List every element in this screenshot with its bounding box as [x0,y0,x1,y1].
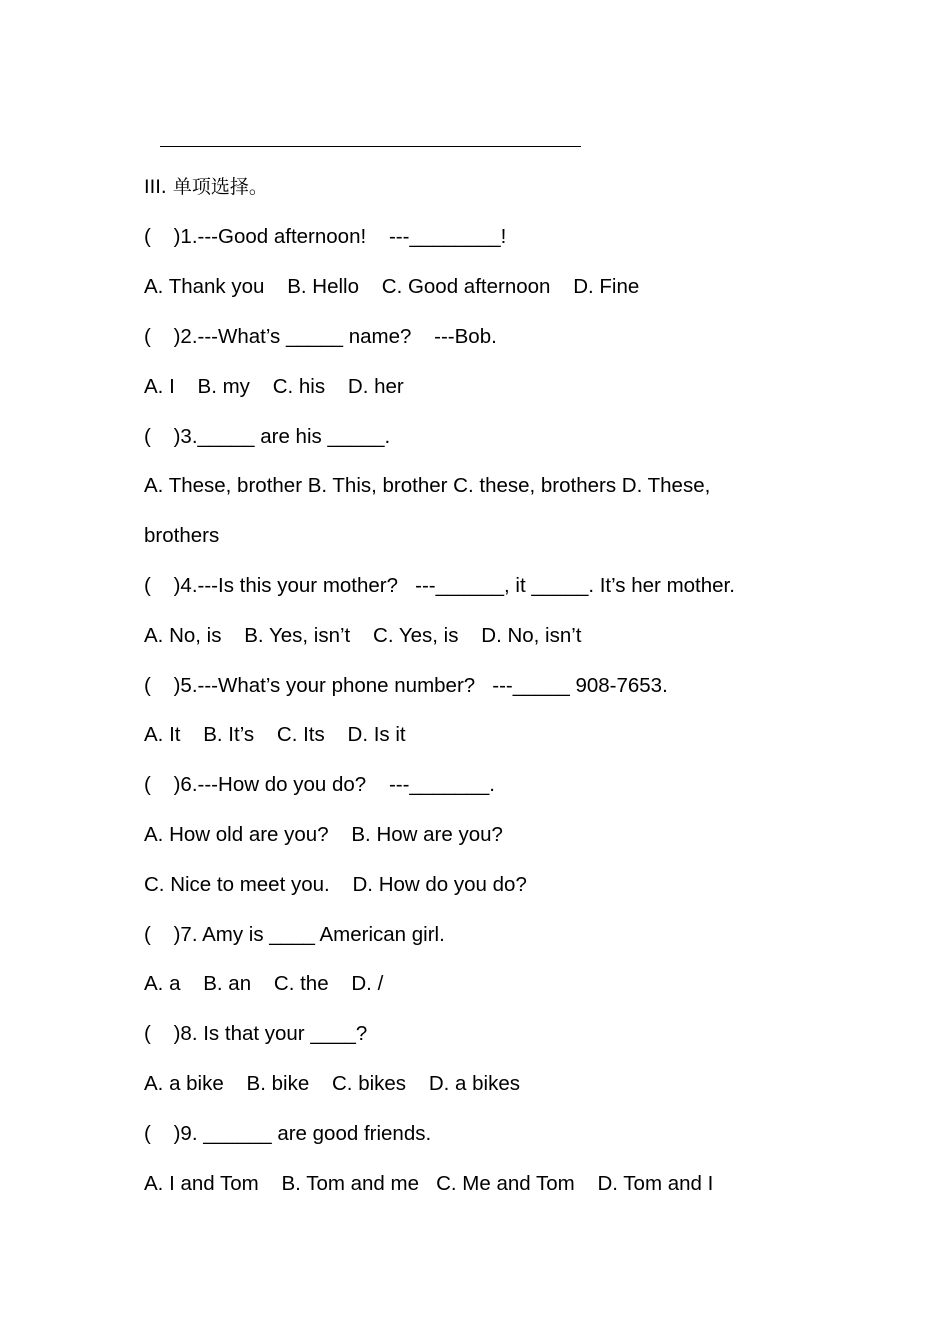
question-1: ( )1.---Good afternoon! ---________! [144,225,507,248]
options-9: A. I and Tom B. Tom and me C. Me and Tom D. Tom and I [144,1172,714,1195]
options-1: A. Thank you B. Hello C. Good afternoon D. Fine [144,275,640,298]
answer-rule-line [160,146,581,147]
options-3-continued: brothers [144,524,220,547]
options-8: A. a bike B. bike C. bikes D. a bikes [144,1072,520,1095]
options-2: A. I B. my C. his D. her [144,375,404,398]
question-6: ( )6.---How do you do? ---_______. [144,773,495,796]
options-7: A. a B. an C. the D. / [144,972,384,995]
options-4: A. No, is B. Yes, isn’t C. Yes, is D. No, isn’t [144,624,582,647]
question-5: ( )5.---What’s your phone number? ---_____ 908-7653. [144,674,668,697]
question-2: ( )2.---What’s _____ name? ---Bob. [144,325,497,348]
question-4: ( )4.---Is this your mother? ---______, it _____. It’s her mother. [144,574,735,597]
question-8: ( )8. Is that your ____? [144,1022,368,1045]
options-3: A. These, brother B. This, brother C. these, brothers D. These, [144,474,711,497]
options-5: A. It B. It’s C. Its D. Is it [144,723,406,746]
question-3: ( )3._____ are his _____. [144,425,391,448]
section-title: III. 单项选择。 [144,176,268,198]
question-7: ( )7. Amy is ____ American girl. [144,923,445,946]
options-6-ab: A. How old are you? B. How are you? [144,823,503,846]
options-6-cd: C. Nice to meet you. D. How do you do? [144,873,527,896]
question-9: ( )9. ______ are good friends. [144,1122,432,1145]
